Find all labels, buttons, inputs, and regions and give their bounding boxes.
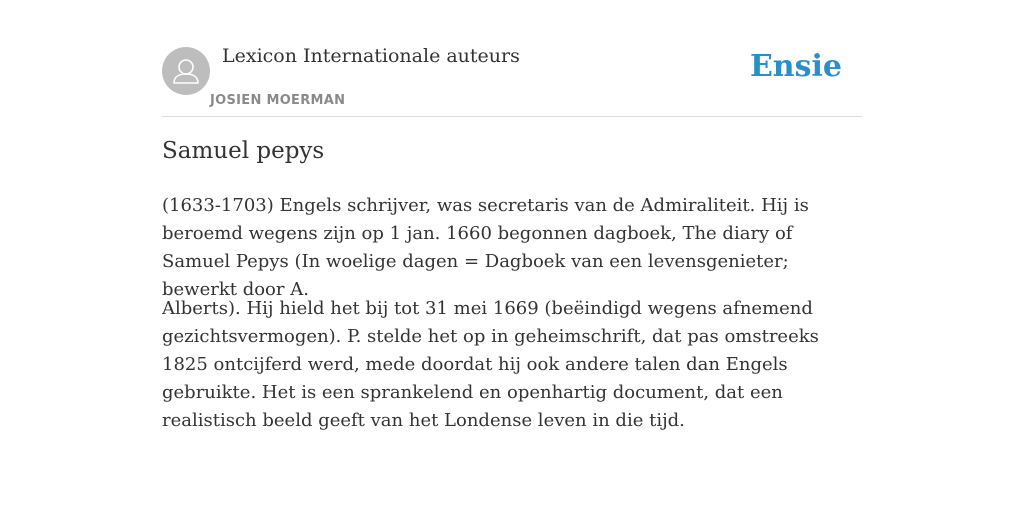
article-card xyxy=(162,0,862,431)
source-title-link[interactable]: Lexicon Internationale auteurs xyxy=(222,45,520,67)
author-avatar[interactable] xyxy=(162,47,210,95)
article-paragraph-1: (1633-1703) Engels schrijver, was secretaris van de Admiraliteit. Hij is beroemd wegens zijn op 1 jan. 1660 begonnen dagboek, The diary of Samuel Pepys (In woelige dagen = Dagboek van een levensgenieter; bewerkt door A. xyxy=(162,195,809,300)
author-name[interactable]: JOSIEN MOERMAN xyxy=(210,93,346,108)
article-paragraph-2: Alberts). Hij hield het bij tot 31 mei 1669 (beëindigd wegens afnemend gezichtsvermogen). P. stelde het op in geheimschrift, dat pas omstreeks 1825 ontcijferd werd, mede doordat hij ook andere talen dan Engels gebruikte. Het is een sprankelend en openhartig document, dat een realistisch beeld geeft van het Londense leven in die tijd. xyxy=(162,298,819,431)
user-silhouette-icon xyxy=(162,47,210,95)
brand-logo[interactable]: Ensie xyxy=(749,49,842,84)
article-header xyxy=(162,0,862,117)
article-title: Samuel pepys xyxy=(162,138,325,164)
